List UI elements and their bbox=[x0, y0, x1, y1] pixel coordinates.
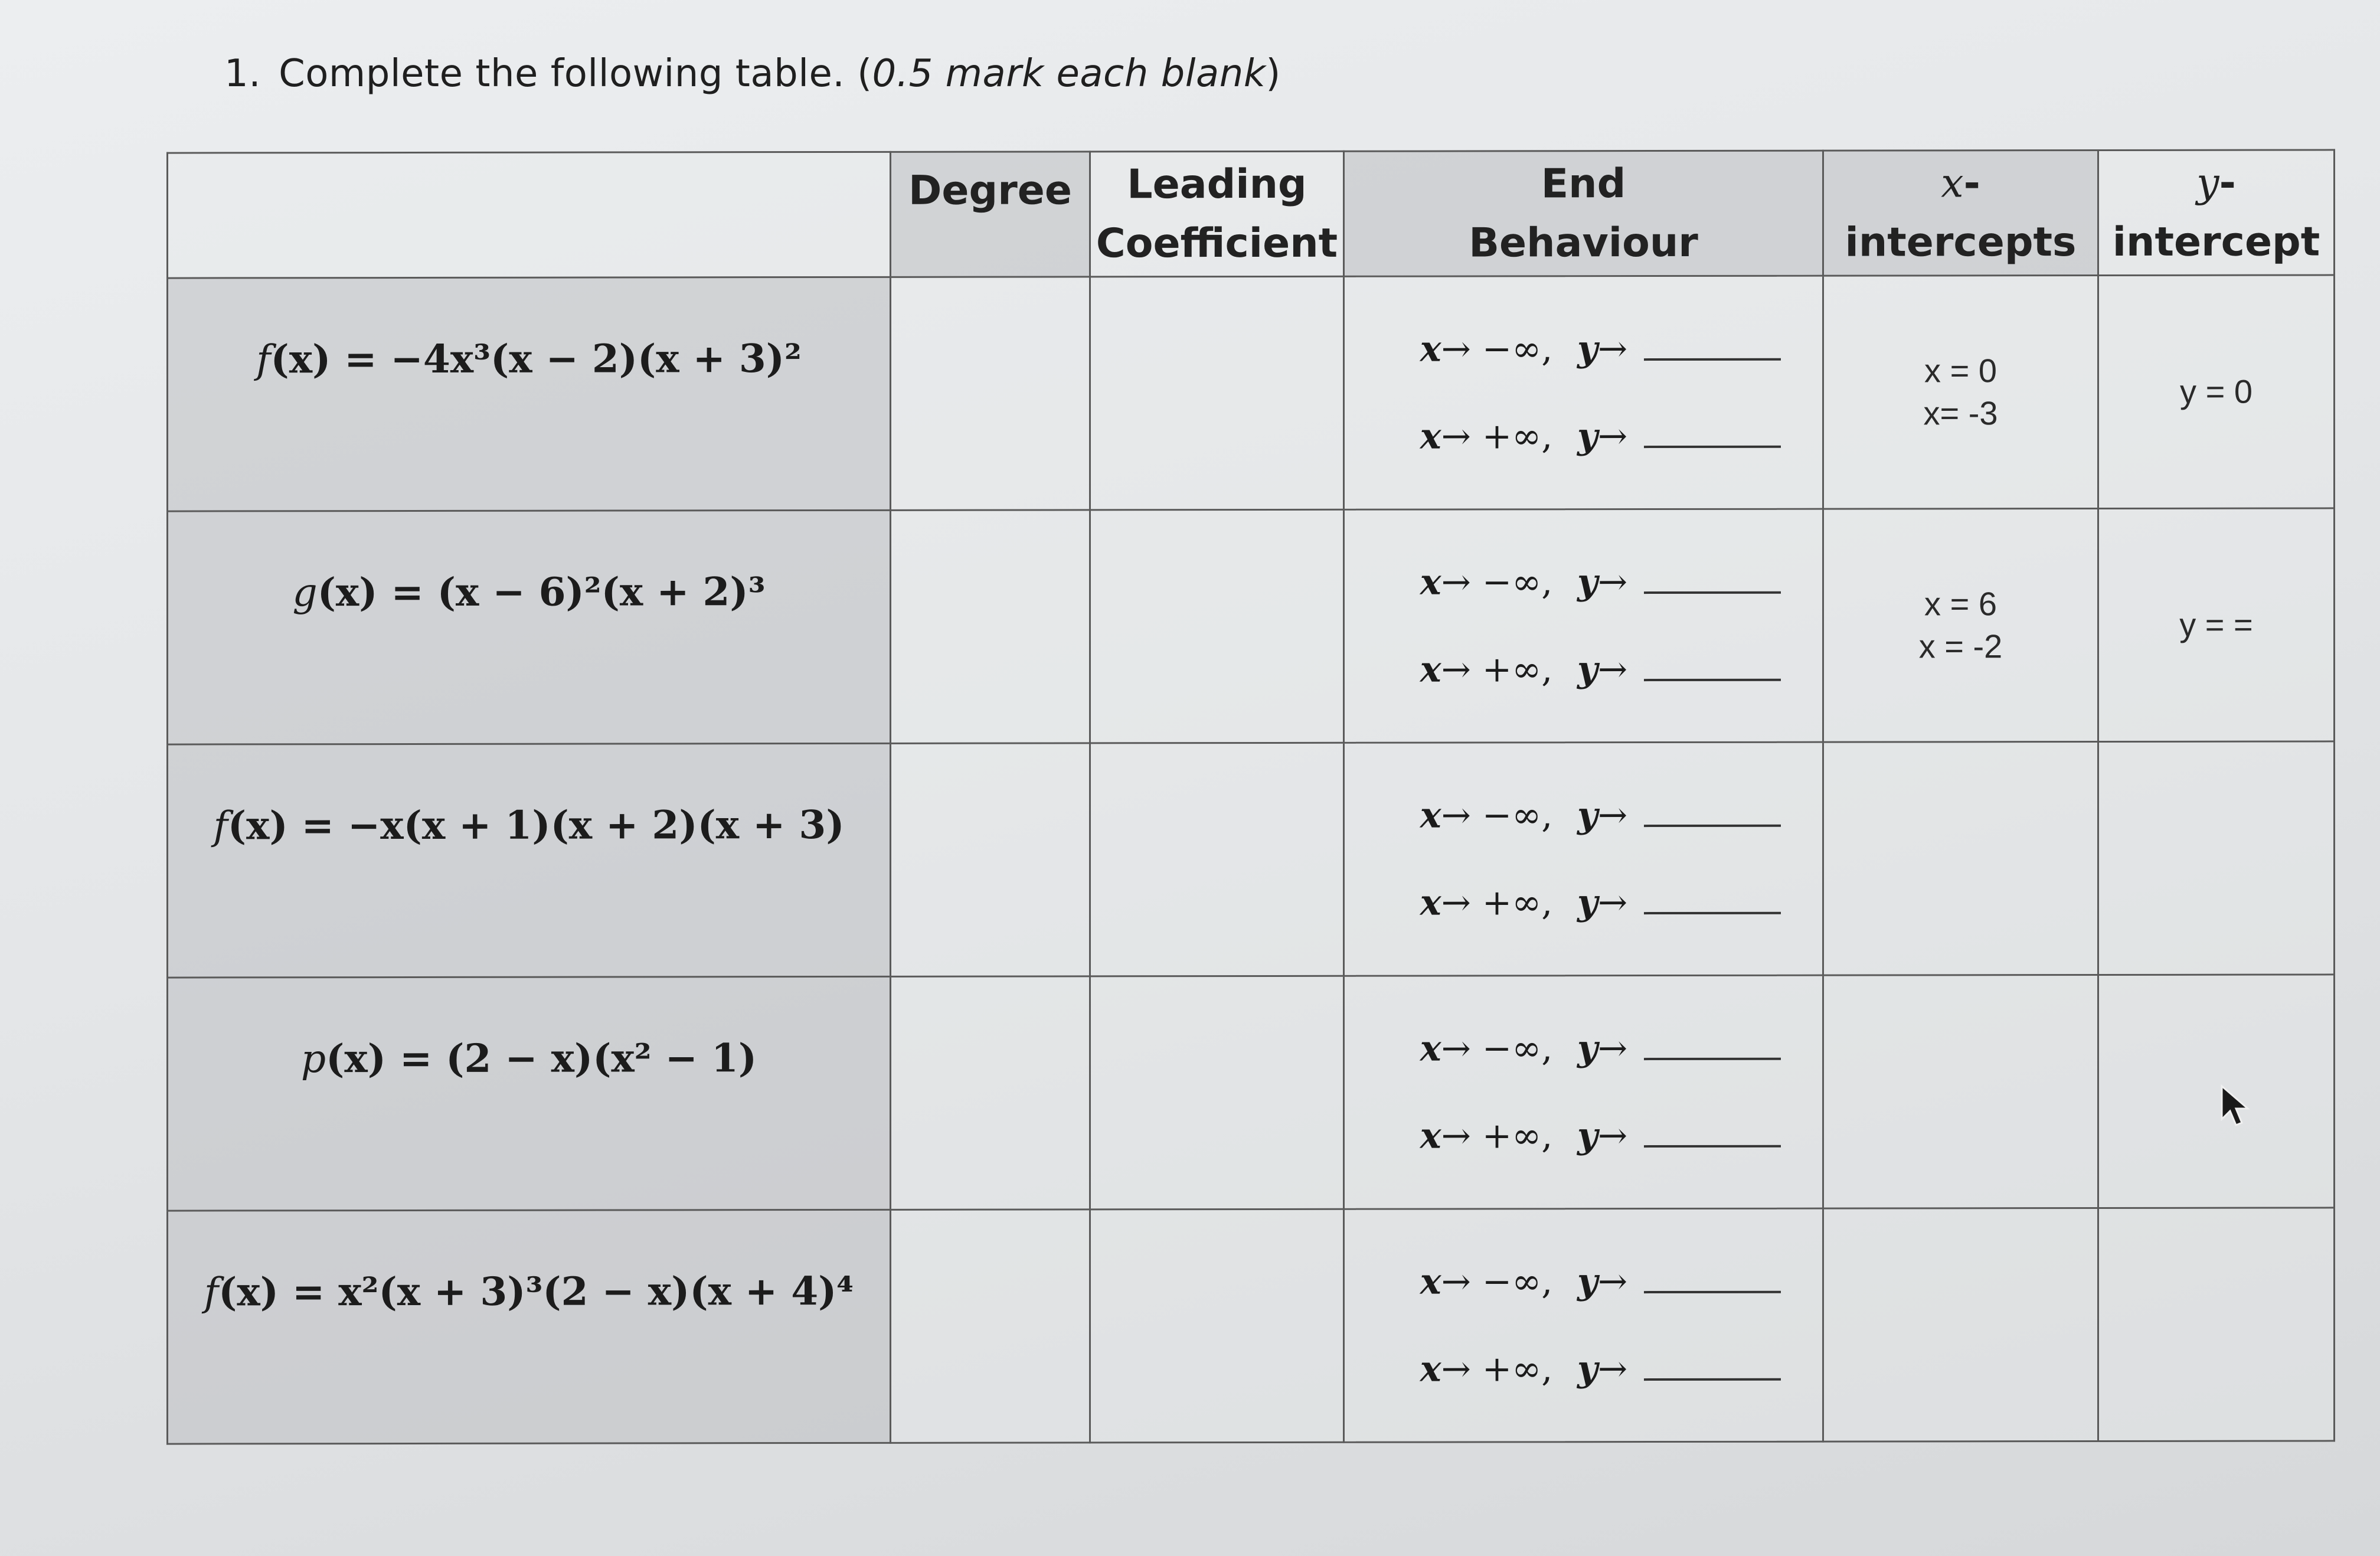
x-intercepts-cell[interactable] bbox=[1823, 508, 2098, 742]
leading-coefficient-answer-cell[interactable] bbox=[1090, 743, 1344, 976]
question-number: 1. bbox=[224, 52, 261, 96]
y-var: y bbox=[1577, 882, 1598, 924]
x-intercept-value: x= -3 bbox=[1923, 394, 1998, 432]
arrow: → bbox=[1441, 1261, 1471, 1303]
function-cell bbox=[168, 743, 891, 978]
y-var: y bbox=[1577, 561, 1598, 603]
answer-blank[interactable] bbox=[1644, 649, 1781, 681]
function-name: f bbox=[213, 803, 228, 849]
x-var: x bbox=[1420, 795, 1441, 836]
function-name: f bbox=[256, 336, 271, 383]
function-cell bbox=[168, 510, 891, 744]
end-behaviour-pos bbox=[1345, 1112, 1822, 1160]
table-row bbox=[168, 508, 2335, 744]
arrow: → bbox=[1597, 1261, 1628, 1303]
degree-answer-cell[interactable] bbox=[891, 743, 1090, 976]
arrow: → bbox=[1441, 882, 1471, 924]
function-cell bbox=[168, 277, 891, 511]
arrow: → bbox=[1597, 561, 1628, 603]
neg-infinity: −∞ bbox=[1470, 795, 1542, 836]
header-xint-dash: - bbox=[1963, 159, 1980, 207]
arrow: → bbox=[1597, 328, 1628, 370]
function-body: (x) = (2 − x)(x² − 1) bbox=[326, 1035, 757, 1082]
comma: , bbox=[1541, 882, 1553, 924]
header-y-intercept bbox=[2098, 150, 2335, 276]
header-degree bbox=[891, 152, 1090, 277]
header-end-behaviour bbox=[1344, 151, 1823, 276]
neg-infinity: −∞ bbox=[1470, 561, 1542, 603]
comma: , bbox=[1541, 649, 1553, 691]
header-end-line2: Behaviour bbox=[1469, 219, 1698, 266]
arrow: → bbox=[1597, 649, 1628, 691]
pos-infinity: +∞ bbox=[1470, 1115, 1542, 1157]
pos-infinity: +∞ bbox=[1470, 416, 1542, 457]
pos-infinity: +∞ bbox=[1470, 882, 1542, 924]
x-intercept-value: x = 6 bbox=[1924, 585, 1997, 623]
y-var: y bbox=[1577, 416, 1598, 457]
arrow: → bbox=[1597, 1348, 1628, 1390]
question-text bbox=[224, 52, 1281, 96]
function-expression bbox=[301, 1035, 757, 1081]
leading-coefficient-answer-cell[interactable] bbox=[1090, 509, 1344, 743]
arrow: → bbox=[1441, 795, 1471, 836]
degree-answer-cell[interactable] bbox=[891, 976, 1090, 1210]
header-degree-label: Degree bbox=[908, 166, 1072, 214]
arrow: → bbox=[1597, 1115, 1628, 1157]
x-intercepts-cell[interactable] bbox=[1823, 975, 2098, 1208]
header-row bbox=[168, 150, 2335, 278]
neg-infinity: −∞ bbox=[1470, 328, 1542, 370]
degree-answer-cell[interactable] bbox=[891, 510, 1090, 743]
function-name: f bbox=[204, 1269, 219, 1315]
arrow: → bbox=[1597, 1028, 1628, 1070]
y-var: y bbox=[1577, 1348, 1598, 1390]
answer-blank[interactable] bbox=[1644, 882, 1781, 914]
table-row bbox=[168, 275, 2335, 511]
comma: , bbox=[1541, 561, 1553, 603]
header-yint-line2: intercept bbox=[2112, 218, 2320, 266]
leading-coefficient-answer-cell[interactable] bbox=[1090, 976, 1344, 1210]
x-var: x bbox=[1420, 561, 1441, 603]
table-row bbox=[168, 741, 2335, 978]
arrow: → bbox=[1441, 416, 1471, 457]
x-var: x bbox=[1420, 328, 1441, 370]
end-behaviour-neg bbox=[1345, 1025, 1822, 1073]
leading-coefficient-answer-cell[interactable] bbox=[1090, 1209, 1344, 1443]
function-expression bbox=[292, 568, 765, 615]
header-end-line1: End bbox=[1541, 160, 1626, 207]
x-intercept-value: x = -2 bbox=[1918, 627, 2003, 665]
y-var: y bbox=[1577, 795, 1598, 836]
function-body: (x) = x²(x + 3)³(2 − x)(x + 4)⁴ bbox=[218, 1267, 854, 1315]
x-var: x bbox=[1420, 1028, 1441, 1070]
end-behaviour-cell bbox=[1344, 975, 1823, 1209]
x-var: x bbox=[1420, 1115, 1441, 1157]
arrow: → bbox=[1441, 561, 1471, 603]
answer-blank[interactable] bbox=[1644, 416, 1781, 448]
x-var: x bbox=[1420, 882, 1441, 924]
header-leading-coefficient bbox=[1090, 151, 1344, 277]
answer-blank[interactable] bbox=[1644, 562, 1781, 594]
x-var: x bbox=[1420, 1348, 1441, 1390]
header-leading-line2: Coefficient bbox=[1096, 220, 1338, 267]
end-behaviour-pos bbox=[1345, 646, 1822, 694]
x-intercepts-cell[interactable] bbox=[1823, 275, 2098, 509]
end-behaviour-pos bbox=[1345, 413, 1822, 460]
arrow: → bbox=[1441, 328, 1471, 370]
header-leading-line1: Leading bbox=[1127, 161, 1307, 208]
answer-blank[interactable] bbox=[1644, 1028, 1781, 1060]
end-behaviour-neg bbox=[1345, 1258, 1822, 1306]
answer-blank[interactable] bbox=[1644, 1261, 1781, 1293]
y-intercept-cell[interactable] bbox=[2098, 741, 2335, 975]
y-intercept-value: y = 0 bbox=[2180, 372, 2252, 410]
y-var: y bbox=[1577, 1028, 1598, 1070]
leading-coefficient-answer-cell[interactable] bbox=[1090, 276, 1344, 510]
end-behaviour-pos bbox=[1345, 879, 1822, 927]
end-behaviour-cell bbox=[1344, 1208, 1823, 1442]
header-yint-dash: - bbox=[2219, 159, 2236, 207]
header-yint-line1 bbox=[2099, 153, 2333, 213]
function-expression bbox=[213, 802, 844, 848]
function-expression bbox=[204, 1268, 854, 1315]
degree-answer-cell[interactable] bbox=[891, 1210, 1090, 1443]
pos-infinity: +∞ bbox=[1470, 649, 1542, 691]
y-var: y bbox=[1577, 328, 1598, 370]
y-intercept-value: y = = bbox=[2179, 606, 2253, 643]
y-var: y bbox=[1577, 649, 1598, 691]
header-yint-var: y bbox=[2196, 159, 2219, 207]
arrow: → bbox=[1597, 416, 1628, 457]
function-expression bbox=[256, 335, 802, 382]
header-xint-line2: intercepts bbox=[1845, 218, 2077, 266]
x-intercepts-cell[interactable] bbox=[1823, 741, 2098, 975]
answer-blank[interactable] bbox=[1644, 1116, 1781, 1148]
question-prompt: Complete the following table. ( bbox=[279, 52, 872, 96]
function-cell bbox=[168, 1210, 891, 1444]
comma: , bbox=[1541, 795, 1553, 836]
y-var: y bbox=[1577, 1115, 1598, 1157]
pos-infinity: +∞ bbox=[1470, 1348, 1542, 1390]
mouse-pointer-icon bbox=[2219, 1084, 2255, 1131]
comma: , bbox=[1541, 1348, 1553, 1390]
table-row bbox=[168, 975, 2335, 1211]
function-name: p bbox=[300, 1036, 326, 1082]
table-row bbox=[168, 1208, 2335, 1444]
end-behaviour-neg bbox=[1345, 792, 1822, 839]
function-body: (x) = −x(x + 1)(x + 2)(x + 3) bbox=[227, 801, 845, 849]
arrow: → bbox=[1441, 1028, 1471, 1070]
degree-answer-cell[interactable] bbox=[891, 277, 1090, 510]
y-intercept-cell[interactable] bbox=[2098, 508, 2335, 742]
end-behaviour-neg bbox=[1345, 325, 1822, 373]
function-name: g bbox=[292, 570, 318, 616]
end-behaviour-pos bbox=[1345, 1345, 1822, 1393]
arrow: → bbox=[1441, 1115, 1471, 1157]
polynomial-table bbox=[166, 149, 2335, 1444]
question-mark-note: 0.5 mark each blank bbox=[872, 52, 1266, 96]
function-body: (x) = −4x³(x − 2)(x + 3)² bbox=[270, 335, 802, 383]
x-var: x bbox=[1420, 1261, 1441, 1303]
comma: , bbox=[1541, 416, 1553, 457]
function-body: (x) = (x − 6)²(x + 2)³ bbox=[317, 568, 766, 616]
arrow: → bbox=[1597, 795, 1628, 836]
comma: , bbox=[1541, 1115, 1553, 1157]
end-behaviour-cell bbox=[1344, 742, 1823, 976]
comma: , bbox=[1541, 1028, 1553, 1070]
arrow: → bbox=[1441, 649, 1471, 691]
answer-blank[interactable] bbox=[1644, 1349, 1781, 1381]
comma: , bbox=[1541, 1261, 1553, 1303]
header-function bbox=[168, 152, 891, 278]
question-close-paren: ) bbox=[1266, 52, 1281, 96]
arrow: → bbox=[1597, 882, 1628, 924]
end-behaviour-cell bbox=[1344, 509, 1823, 743]
end-behaviour-cell bbox=[1344, 276, 1823, 509]
y-var: y bbox=[1577, 1261, 1598, 1303]
neg-infinity: −∞ bbox=[1470, 1028, 1542, 1070]
y-intercept-cell[interactable] bbox=[2098, 275, 2335, 509]
end-behaviour-neg bbox=[1345, 558, 1822, 606]
header-xint-line1 bbox=[1824, 153, 2097, 213]
neg-infinity: −∞ bbox=[1470, 1261, 1542, 1303]
x-var: x bbox=[1420, 649, 1441, 691]
x-intercept-value: x = 0 bbox=[1924, 352, 1997, 390]
x-var: x bbox=[1420, 416, 1441, 457]
function-cell bbox=[168, 976, 891, 1211]
comma: , bbox=[1541, 328, 1553, 370]
x-intercepts-cell[interactable] bbox=[1823, 1208, 2098, 1441]
answer-blank[interactable] bbox=[1644, 795, 1781, 827]
y-intercept-cell[interactable] bbox=[2098, 975, 2335, 1208]
answer-blank[interactable] bbox=[1644, 329, 1781, 361]
header-xint-var: x bbox=[1941, 159, 1964, 207]
header-x-intercepts bbox=[1823, 150, 2098, 276]
y-intercept-cell[interactable] bbox=[2098, 1208, 2335, 1441]
arrow: → bbox=[1441, 1348, 1471, 1390]
